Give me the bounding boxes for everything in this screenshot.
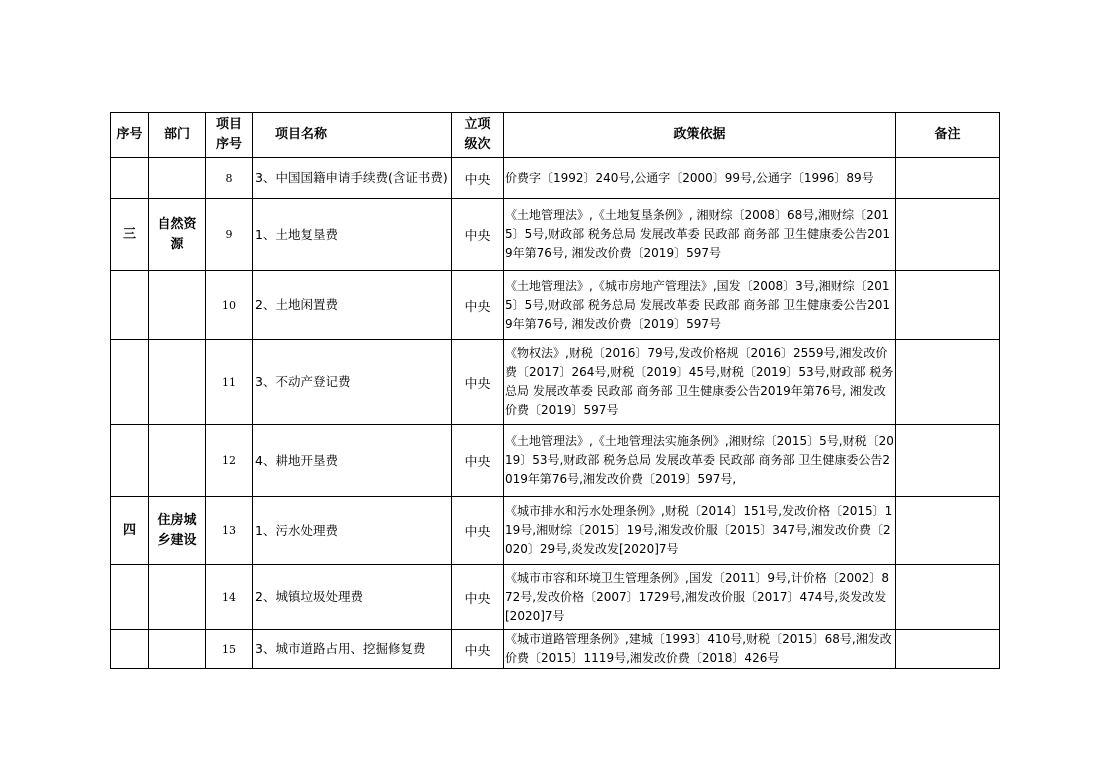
row-level: 中央 [452,630,504,669]
row-basis: 《城市排水和污水处理条例》,财税〔2014〕151号,发改价格〔2015〕119号,湘财综〔2015〕19号,湘发改价服〔2015〕347号,湘发改价费〔2020〕29号,炎发改发[2020]7号 [504,497,896,565]
row-dept: 住房城乡建设 [149,497,206,565]
row-level: 中央 [452,271,504,340]
row-dept: 自然资源 [149,199,206,271]
row-seq: 三 [111,199,149,271]
header-row [111,113,1000,158]
header-note: 备注 [896,113,1000,158]
row-seq: 四 [111,497,149,565]
row-item-no: 15 [206,630,253,669]
table-row [111,425,1000,497]
row-seq [111,565,149,630]
row-item-no: 12 [206,425,253,497]
header-item-no: 项目序号 [206,113,253,158]
row-note [896,497,1000,565]
row-basis: 价费字〔1992〕240号,公通字〔2000〕99号,公通字〔1996〕89号 [504,158,896,199]
table-row [111,158,1000,199]
row-item-name: 1、土地复垦费 [253,199,452,271]
row-note [896,425,1000,497]
row-basis: 《土地管理法》,《城市房地产管理法》,国发〔2008〕3号,湘财综〔2015〕5号,财政部 税务总局 发展改革委 民政部 商务部 卫生健康委公告2019年第76号, 湘发改价费〔2019〕597号 [504,271,896,340]
fee-table [110,112,1000,669]
row-note [896,565,1000,630]
row-note [896,340,1000,425]
table-row [111,271,1000,340]
row-level: 中央 [452,158,504,199]
row-seq [111,271,149,340]
row-dept [149,630,206,669]
row-item-no: 10 [206,271,253,340]
row-item-no: 13 [206,497,253,565]
row-seq [111,158,149,199]
header-level: 立项级次 [452,113,504,158]
row-basis: 《物权法》,财税〔2016〕79号,发改价格规〔2016〕2559号,湘发改价费〔2017〕264号,财税〔2019〕45号,财税〔2019〕53号,财政部 税务总局 发展改革委 民政部 商务部 卫生健康委公告2019年第76号, 湘发改价费〔2019〕597号 [504,340,896,425]
row-note [896,271,1000,340]
table-row [111,565,1000,630]
table-row [111,497,1000,565]
row-level: 中央 [452,199,504,271]
header-basis: 政策依据 [504,113,896,158]
row-item-name: 3、不动产登记费 [253,340,452,425]
row-note [896,630,1000,669]
row-seq [111,340,149,425]
row-item-name: 3、中国国籍申请手续费(含证书费) [253,158,452,199]
row-dept [149,158,206,199]
row-item-no: 8 [206,158,253,199]
row-item-name: 4、耕地开垦费 [253,425,452,497]
row-basis: 《土地管理法》,《土地管理法实施条例》,湘财综〔2015〕5号,财税〔2019〕53号,财政部 税务总局 发展改革委 民政部 商务部 卫生健康委公告2019年第76号,湘发改价费〔2019〕597号, [504,425,896,497]
row-dept [149,340,206,425]
row-note [896,158,1000,199]
row-item-name: 2、城镇垃圾处理费 [253,565,452,630]
row-seq [111,425,149,497]
row-seq [111,630,149,669]
row-basis: 《城市市容和环境卫生管理条例》,国发〔2011〕9号,计价格〔2002〕872号,发改价格〔2007〕1729号,湘发改价服〔2017〕474号,炎发改发[2020]7号 [504,565,896,630]
row-basis: 《土地管理法》,《土地复垦条例》, 湘财综〔2008〕68号,湘财综〔2015〕5号,财政部 税务总局 发展改革委 民政部 商务部 卫生健康委公告2019年第76号, 湘发改价费〔2019〕597号 [504,199,896,271]
row-level: 中央 [452,565,504,630]
row-level: 中央 [452,497,504,565]
row-dept [149,271,206,340]
table-row [111,630,1000,669]
row-item-no: 9 [206,199,253,271]
header-dept: 部门 [149,113,206,158]
table-row [111,340,1000,425]
row-level: 中央 [452,340,504,425]
header-item-name: 项目名称 [253,113,452,158]
row-level: 中央 [452,425,504,497]
row-dept [149,565,206,630]
row-basis: 《城市道路管理条例》,建城〔1993〕410号,财税〔2015〕68号,湘发改价费〔2015〕1119号,湘发改价费〔2018〕426号 [504,630,896,669]
row-item-name: 2、土地闲置费 [253,271,452,340]
header-seq: 序号 [111,113,149,158]
row-note [896,199,1000,271]
row-item-no: 11 [206,340,253,425]
row-item-no: 14 [206,565,253,630]
row-item-name: 3、城市道路占用、挖掘修复费 [253,630,452,669]
row-item-name: 1、污水处理费 [253,497,452,565]
table-row [111,199,1000,271]
row-dept [149,425,206,497]
